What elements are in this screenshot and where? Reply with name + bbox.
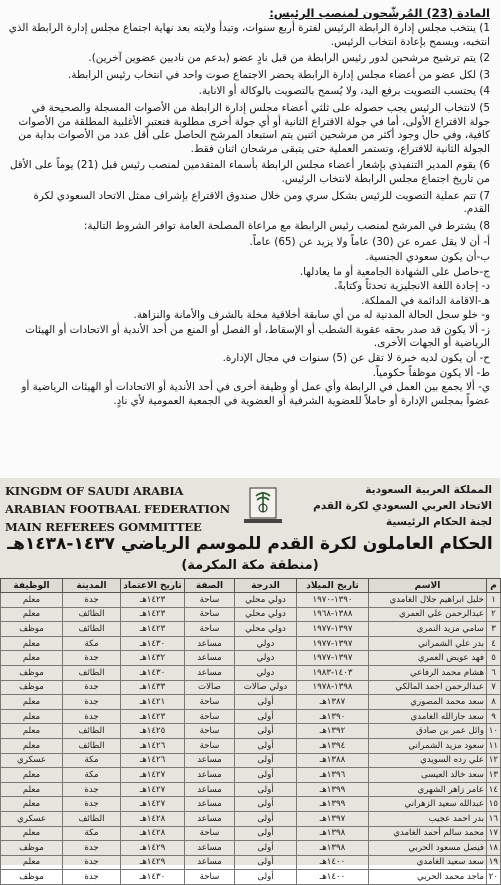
lettered-condition: أ- أن لا يقل عمره عن (30) عاماً ولا يزيد عن (65) عاماً. <box>249 236 490 249</box>
accreditation-date: ١٤٢٩هـ <box>121 841 185 856</box>
birth-date: ١٣٩٧-١٩٧٧ <box>297 651 369 666</box>
city: مكة <box>63 768 121 783</box>
birth-date: ١٣٩٧-١٩٧٧ <box>297 622 369 637</box>
table-row <box>1 695 501 710</box>
accreditation-date: ١٤٢٧هـ <box>121 797 185 812</box>
row-number: ١٦ <box>487 811 501 826</box>
lettered-condition: هـ-الاقامة الدائمة في المملكة. <box>361 294 490 307</box>
birth-date: ١٣٩٤هـ <box>297 738 369 753</box>
numbered-clause: 4) يحتسب التصويت برفع اليد، ولا يُسمح بالتصويت بالوكالة أو الانابة. <box>198 85 490 98</box>
role: مساعد <box>185 841 235 856</box>
column-header: الصفة <box>185 579 235 593</box>
column-header: المدينة <box>63 579 121 593</box>
numbered-clause: 8) يشترط في المرشح لمنصب رئيس الرابطة مع مراعاة المصلحة العامة توافر الشروط التالية: <box>83 219 490 232</box>
occupation: معلم <box>1 724 63 739</box>
role: مساعد <box>185 855 235 870</box>
numbered-clause: 1) ينتخب مجلس إدارة الرابطة الرئيس لفترة أربع سنوات، وتبدأ ولايته بعد نهاية اجتماع مجلس إدارة الرابطة الذي انتخبه، ويسمح بإعادة انتخاب الرئيس. <box>8 22 490 48</box>
referee-name: سعد جارالله الغامدي <box>369 709 487 724</box>
accreditation-date: ١٤٣٠هـ <box>121 665 185 680</box>
city: الطائف <box>63 622 121 637</box>
lettered-condition: ي- ألا يجمع بين العمل في الرابطة وأي عمل أو وظيفة أخرى في أحد الأندية أو الاتحادات أو الهيئات الرياضية أو عضواً بمجلس الإدارة أو حاملاً للعضوية الشرفية أو العضوية في الجمعية العمومية لأي نادٍ. <box>21 381 490 407</box>
city: مكة <box>63 753 121 768</box>
lettered-condition: د- إجادة اللغة الانجليزية تحدثاً وكتابةً. <box>334 280 490 293</box>
occupation: موظف <box>1 622 63 637</box>
row-number: ٦ <box>487 665 501 680</box>
accreditation-date: ١٤٢٣هـ <box>121 622 185 637</box>
role: ساحة <box>185 709 235 724</box>
birth-date: ١٣٩٨-١٩٧٨ <box>297 680 369 695</box>
grade: أولى <box>235 724 297 739</box>
regulation-text <box>0 0 500 408</box>
column-header: الوظيفة <box>1 579 63 593</box>
city: جدة <box>63 782 121 797</box>
referee-name: عبدالرحمن احمد المالكي <box>369 680 487 695</box>
referees-list-page <box>0 478 500 883</box>
birth-date: ١٤٠٣-١٩٨٣ <box>297 665 369 680</box>
table-row <box>1 870 501 885</box>
accreditation-date: ١٤٢٣هـ <box>121 607 185 622</box>
numbered-clause: 2) يتم ترشيح مرشحين لدور رئيس الرابطة من قبل نادٍ عضو (بدعم من ناديين عضوين آخرين). <box>88 52 490 65</box>
city: مكة <box>63 826 121 841</box>
table-row <box>1 782 501 797</box>
birth-date: ١٣٩٨هـ <box>297 826 369 841</box>
city: جدة <box>63 797 121 812</box>
city: الطائف <box>63 738 121 753</box>
table-header-row <box>1 579 501 593</box>
accreditation-date: ١٤٢٦هـ <box>121 738 185 753</box>
arabic-header-line: لجنة الحكام الرئيسية <box>386 516 492 528</box>
role: ساحة <box>185 738 235 753</box>
table-row <box>1 680 501 695</box>
birth-date: ١٣٨٨هـ <box>297 753 369 768</box>
column-header: م <box>487 579 501 593</box>
row-number: ١٥ <box>487 797 501 812</box>
lettered-condition: ح- أن يكون لديه خبرة لا تقل عن (5) سنوات في مجال الإدارة. <box>222 352 490 365</box>
grade: دولي محلي <box>235 622 297 637</box>
grade: أولى <box>235 738 297 753</box>
occupation: معلم <box>1 768 63 783</box>
city: جدة <box>63 855 121 870</box>
english-header-line: MAIN REFEREES GOMMITTEE <box>5 520 202 534</box>
role: ساحة <box>185 622 235 637</box>
grade: أولى <box>235 753 297 768</box>
role: ساحة <box>185 724 235 739</box>
row-number: ٢ <box>487 607 501 622</box>
table-row <box>1 811 501 826</box>
birth-date: ١٣٩٧هـ <box>297 811 369 826</box>
birth-date: ١٣٩٠-١٩٧٠ <box>297 593 369 608</box>
table-row <box>1 665 501 680</box>
referees-table <box>0 578 501 885</box>
table-row <box>1 797 501 812</box>
list-title: الحكام العاملون لكرة القدم للموسم الرياضي ١٤٣٧-١٤٣٨هـ <box>7 534 493 554</box>
numbered-clauses <box>8 22 490 233</box>
lettered-condition: ز- ألا يكون قد صدر بحقه عقوبة الشطب أو الإسقاط، أو الفصل أو المنع من أحد الأندية أو الاتحادات أو الهيئات الرياضية أو الجهات الأخرى. <box>25 323 490 350</box>
referee-name: وائل عمر بن صادق <box>369 724 487 739</box>
numbered-clause: 3) لكل عضو من أعضاء مجلس إدارة الرابطة يحضر الاجتماع صوت واحد في انتخاب رئيس الرابطة. <box>68 68 490 81</box>
role: مساعد <box>185 768 235 783</box>
accreditation-date: ١٤٢٧هـ <box>121 768 185 783</box>
occupation: معلم <box>1 709 63 724</box>
referee-name: علي رده السويدي <box>369 753 487 768</box>
english-header-line: ARABIAN FOOTBAAL FEDERATION <box>5 502 230 516</box>
numbered-clause: 7) تتم عملية التصويت للرئيس بشكل سري ومن خلال صندوق الاقتراع بإشراف ممثل الاتحاد السعودي لكرة القدم. <box>33 189 490 216</box>
role: مساعد <box>185 636 235 651</box>
row-number: ١٣ <box>487 768 501 783</box>
grade: دولي صالات <box>235 680 297 695</box>
grade: أولى <box>235 768 297 783</box>
row-number: ٢٠ <box>487 870 501 885</box>
arabic-header-line: الاتحاد العربي السعودي لكرة القدم <box>313 500 492 512</box>
grade: دولي <box>235 651 297 666</box>
column-header: الاسم <box>369 579 487 593</box>
birth-date: ١٣٩٩هـ <box>297 797 369 812</box>
occupation: معلم <box>1 826 63 841</box>
lettered-condition: ج-حاصل على الشهادة الجامعية أو ما يعادلها. <box>299 265 490 278</box>
accreditation-date: ١٤٢٨هـ <box>121 811 185 826</box>
table-row <box>1 841 501 856</box>
table-row <box>1 593 501 608</box>
row-number: ١١ <box>487 738 501 753</box>
column-header: الدرجة <box>235 579 297 593</box>
article-heading: المادة (23) المُرشّحون لمنصب الرئيس: <box>269 6 490 20</box>
grade: أولى <box>235 782 297 797</box>
role: مساعد <box>185 782 235 797</box>
column-header: تاريخ الاعتماد <box>121 579 185 593</box>
table-row <box>1 622 501 637</box>
row-number: ١٨ <box>487 841 501 856</box>
referee-name: محمد سالم أحمد الغامدي <box>369 826 487 841</box>
accreditation-date: ١٤٢٩هـ <box>121 855 185 870</box>
occupation: عسكري <box>1 753 63 768</box>
city: الطائف <box>63 811 121 826</box>
row-number: ٧ <box>487 680 501 695</box>
referee-name: بدر احمد عجيب <box>369 811 487 826</box>
role: مساعد <box>185 811 235 826</box>
referee-name: عبدالرحمن علي العمري <box>369 607 487 622</box>
role: مساعد <box>185 753 235 768</box>
birth-date: ١٣٨٨-١٩٦٨ <box>297 607 369 622</box>
row-number: ١٤ <box>487 782 501 797</box>
grade: دولي محلي <box>235 607 297 622</box>
occupation: معلم <box>1 855 63 870</box>
row-number: ٣ <box>487 622 501 637</box>
accreditation-date: ١٤٣٢هـ <box>121 651 185 666</box>
city: جدة <box>63 680 121 695</box>
occupation: موظف <box>1 665 63 680</box>
referee-name: سامي مزيد النمري <box>369 622 487 637</box>
numbered-clause: 5) لانتخاب الرئيس يجب حصوله على ثلثي أعضاء مجلس إدارة الرابطة من الأصوات المسجلة والصحيحة في جولة الاقتراع الأولى، أما في جولة الاقتراع الثانية أو أي جولة أخرى مطلوبة فتعتبر الأغلبية المطلقة من الأصوات كافية، وفي حال وجود أكثر من مرشحين اثنين يتم استبعاد المرشح الحاصل على أقل عدد من الأصوات بداية من الجولة الثانية للاقتراع، وتستمر العملية حتى يتبقى مرشحان اثنان فقط. <box>18 101 490 155</box>
occupation: معلم <box>1 738 63 753</box>
city: جدة <box>63 651 121 666</box>
birth-date: ١٣٩٦هـ <box>297 768 369 783</box>
city: جدة <box>63 709 121 724</box>
referee-name: سعد محمد المصوري <box>369 695 487 710</box>
accreditation-date: ١٤٢١هـ <box>121 695 185 710</box>
accreditation-date: ١٤٣٠هـ <box>121 636 185 651</box>
occupation: معلم <box>1 593 63 608</box>
grade: دولي <box>235 665 297 680</box>
grade: أولى <box>235 709 297 724</box>
table-row <box>1 636 501 651</box>
numbered-clause: 6) يقوم المدير التنفيذي بإشعار أعضاء مجلس الرابطة بأسماء المتقدمين لمنصب رئيس قبل (21) يوماً على الأقل من تاريخ اجتماع مجلس الرابطة لانتخاب الرئيس. <box>9 159 490 185</box>
grade: دولي <box>235 636 297 651</box>
row-number: ١٧ <box>487 826 501 841</box>
table-row <box>1 826 501 841</box>
birth-date: ١٣٩٠هـ <box>297 709 369 724</box>
list-subtitle: (منطقة مكة المكرمة) <box>181 558 319 573</box>
grade: أولى <box>235 811 297 826</box>
grade: دولي محلي <box>235 593 297 608</box>
row-number: ١٢ <box>487 753 501 768</box>
grade: أولى <box>235 855 297 870</box>
birth-date: ١٣٩٢هـ <box>297 724 369 739</box>
referee-name: سعود مزيد الشمراني <box>369 738 487 753</box>
occupation: معلم <box>1 695 63 710</box>
accreditation-date: ١٤٢٧هـ <box>121 782 185 797</box>
grade: أولى <box>235 797 297 812</box>
row-number: ١٠ <box>487 724 501 739</box>
birth-date: ١٤٠٠هـ <box>297 855 369 870</box>
referee-name: عبدالله سعيد الزهراني <box>369 797 487 812</box>
lettered-condition: ب-أن يكون سعودي الجنسية. <box>365 250 490 263</box>
city: جدة <box>63 593 121 608</box>
table-row <box>1 768 501 783</box>
role: ساحة <box>185 607 235 622</box>
accreditation-date: ١٤٢٣هـ <box>121 709 185 724</box>
referee-name: بدر علي الشمراني <box>369 636 487 651</box>
table-row <box>1 753 501 768</box>
birth-date: ١٣٩٨هـ <box>297 841 369 856</box>
role: مساعد <box>185 797 235 812</box>
accreditation-date: ١٤٢٨هـ <box>121 826 185 841</box>
referee-name: سعد سعيد الغامدي <box>369 855 487 870</box>
row-number: ١ <box>487 593 501 608</box>
birth-date: ١٣٩٧-١٩٧٧ <box>297 636 369 651</box>
table-row <box>1 855 501 870</box>
role: صالات <box>185 680 235 695</box>
occupation: معلم <box>1 782 63 797</box>
city: جدة <box>63 695 121 710</box>
arabic-header-line: المملكة العربية السعودية <box>365 484 492 496</box>
table-row <box>1 709 501 724</box>
lettered-condition: و- خلو سجل الحالة المدنية له من أي سابقة أخلاقية مخلة بالشرف والأمانة والنزاهة. <box>133 309 490 322</box>
referee-name: خليل ابراهيم جلال الغامدي <box>369 593 487 608</box>
grade: أولى <box>235 870 297 885</box>
occupation: موظف <box>1 841 63 856</box>
english-header-line: KINGDM OF SAUDI ARABIA <box>5 484 184 498</box>
row-number: ١٩ <box>487 855 501 870</box>
referee-name: هشام محمد الرفاعي <box>369 665 487 680</box>
referee-name: فهد عويض العمري <box>369 651 487 666</box>
row-number: ٨ <box>487 695 501 710</box>
occupation: معلم <box>1 607 63 622</box>
role: مساعد <box>185 651 235 666</box>
role: مساعد <box>185 665 235 680</box>
column-header: تاريخ الميلاد <box>297 579 369 593</box>
referee-name: ماجد محمد الحربي <box>369 870 487 885</box>
table-row <box>1 724 501 739</box>
city: جدة <box>63 841 121 856</box>
birth-date: ١٤٠٠هـ <box>297 870 369 885</box>
grade: أولى <box>235 695 297 710</box>
occupation: موظف <box>1 680 63 695</box>
role: ساحة <box>185 870 235 885</box>
referee-name: فيصل مسعود الحربي <box>369 841 487 856</box>
row-number: ٥ <box>487 651 501 666</box>
lettered-condition: ط- ألا يكون موظفاً حكومياً. <box>372 366 490 379</box>
city: الطائف <box>63 665 121 680</box>
role: ساحة <box>185 826 235 841</box>
accreditation-date: ١٤٢٦هـ <box>121 753 185 768</box>
city: الطائف <box>63 607 121 622</box>
city: الطائف <box>63 724 121 739</box>
birth-date: ١٣٨٧هـ <box>297 695 369 710</box>
city: مكة <box>63 636 121 651</box>
occupation: معلم <box>1 797 63 812</box>
grade: أولى <box>235 826 297 841</box>
table-row <box>1 607 501 622</box>
occupation: عسكري <box>1 811 63 826</box>
accreditation-date: ١٤٢٣هـ <box>121 593 185 608</box>
accreditation-date: ١٤٣٠هـ <box>121 870 185 885</box>
occupation: موظف <box>1 870 63 885</box>
federation-logo-icon <box>238 486 288 526</box>
table-row <box>1 738 501 753</box>
role: ساحة <box>185 695 235 710</box>
row-number: ٤ <box>487 636 501 651</box>
occupation: معلم <box>1 636 63 651</box>
city: جدة <box>63 870 121 885</box>
accreditation-date: ١٤٢٥هـ <box>121 724 185 739</box>
table-row <box>1 651 501 666</box>
lettered-conditions <box>8 236 490 408</box>
birth-date: ١٣٩٩هـ <box>297 782 369 797</box>
grade: أولى <box>235 841 297 856</box>
referee-name: سعد خالد العيسى <box>369 768 487 783</box>
accreditation-date: ١٤٣٣هـ <box>121 680 185 695</box>
role: ساحة <box>185 593 235 608</box>
row-number: ٩ <box>487 709 501 724</box>
referee-name: عامر زاهر الشهري <box>369 782 487 797</box>
occupation: معلم <box>1 651 63 666</box>
